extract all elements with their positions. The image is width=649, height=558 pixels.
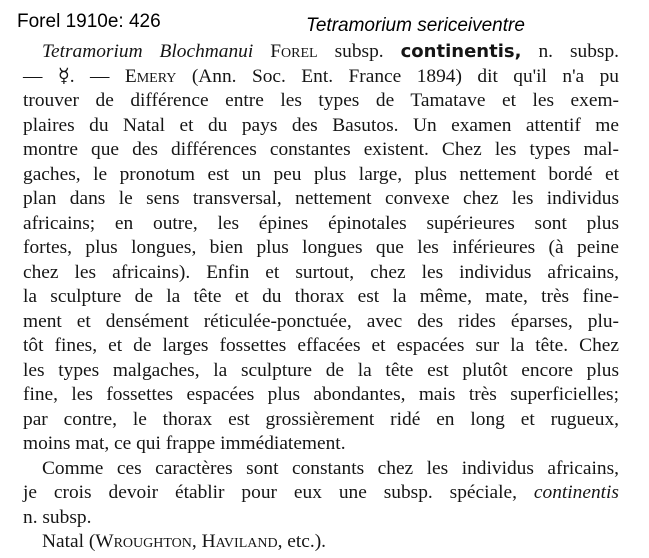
document-body bbox=[23, 40, 619, 555]
paragraph-locality bbox=[23, 530, 619, 555]
source-citation: Forel 1910e: 426 bbox=[17, 11, 161, 32]
text-fragment: (Ann. Soc. Ent. France 1894) dit qu'il n'a pu bbox=[191, 65, 619, 87]
separator: , bbox=[191, 531, 202, 552]
text-line: tôt fines, et de larges fossettes effacées et espacées sur la tête. Chez bbox=[23, 335, 619, 356]
text-line: n. subsp. bbox=[23, 506, 92, 528]
rank-label: subsp. bbox=[334, 41, 384, 62]
text-line: fortes, plus longues, bien plus longues que les inférieures (à peine bbox=[23, 237, 619, 258]
text-line: trouver de différence entre les types de Tamatave et les exem- bbox=[23, 90, 619, 111]
author-name: Emery bbox=[124, 65, 177, 87]
text-line: par contre, le thorax est grossièrement ridé en long et rugueux, bbox=[23, 408, 619, 430]
caste-symbol: — ☿. — bbox=[23, 65, 110, 87]
text-line: gaches, le pronotum est un peu plus large, plus nettement bordé et bbox=[23, 163, 619, 185]
text-line: la sculpture de la tête et du thorax est la même, mate, très fine- bbox=[23, 286, 619, 307]
text-line bbox=[23, 481, 619, 506]
text-line: africains; en outre, les épines épinotales supérieures sont plus bbox=[23, 212, 619, 234]
text-line: chez les africains). Enfin et surtout, chez les individus africains, bbox=[23, 261, 619, 283]
text-line: ment et densément réticulée-ponctuée, avec des rides éparses, plu- bbox=[23, 310, 619, 332]
text-fragment: je crois devoir établir pour eux une subsp. spéciale, bbox=[23, 482, 517, 503]
text-line bbox=[23, 65, 619, 90]
text-line: les types malgaches, la sculpture de la tête est plutôt encore plus bbox=[23, 359, 619, 381]
text-line: plaires du Natal et du pays des Basutos. Un examen attentif me bbox=[23, 114, 619, 136]
subspecies-name: continentis, bbox=[400, 41, 522, 62]
text-line: montre que des différences constantes existent. Chez les types mal- bbox=[23, 139, 619, 160]
paragraph-description bbox=[23, 40, 619, 457]
locality-name: Natal ( bbox=[42, 531, 96, 552]
taxon-name: Tetramorium sericeiventre bbox=[306, 15, 525, 36]
status-label: n. subsp. bbox=[538, 41, 619, 62]
subspecies-name: continentis bbox=[533, 482, 619, 503]
text-line bbox=[23, 40, 619, 65]
text-line bbox=[23, 530, 619, 555]
text-line: fine, les fossettes espacées plus abondantes, mais très superficielles; bbox=[23, 384, 619, 405]
text-fragment: , etc.). bbox=[277, 531, 327, 552]
text-line: moins mat, ce qui frappe immédiatement. bbox=[23, 433, 346, 454]
author-name: Forel bbox=[270, 41, 318, 62]
collector-name: Wroughton bbox=[95, 531, 192, 552]
paragraph-conclusion bbox=[23, 457, 619, 531]
species-name: Tetramorium Blochmanui bbox=[42, 41, 254, 62]
text-line: Comme ces caractères sont constants chez les individus africains, bbox=[42, 457, 619, 479]
collector-name: Haviland bbox=[201, 531, 278, 552]
text-line: plan dans le sens transversal, nettement convexe chez les individus bbox=[23, 188, 619, 209]
